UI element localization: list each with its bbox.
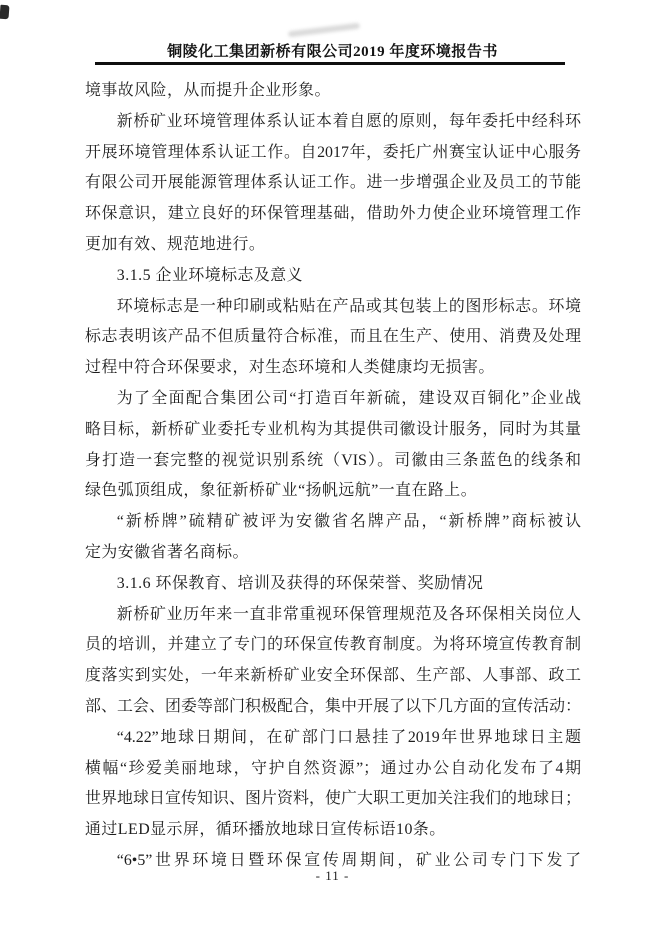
- text-line: “新桥牌”硫精矿被评为安徽省名牌产品，“新桥牌”商标被认: [116, 513, 581, 531]
- header-title: 铜陵化工集团新桥有限公司2019 年度环境报告书: [167, 44, 498, 60]
- text-line: 新桥矿业环境管理体系认证本着自愿的原则，每年委托中经科环: [116, 112, 581, 130]
- text-line: 横幅“珍爱美丽地球，守护自然资源”；通过办公自动化发布了4期: [85, 759, 581, 777]
- text-line: 新桥矿业历年来一直非常重视环保管理规范及各环保相关岗位人: [116, 605, 581, 623]
- text-line: 定为安徽省著名商标。: [85, 543, 249, 561]
- text-line: “4.22”地球日期间，在矿部门口悬挂了2019年世界地球日主题: [116, 728, 581, 746]
- text-line: 有限公司开展能源管理体系认证工作。进一步增强企业及员工的节能: [85, 174, 581, 192]
- text-line: 开展环境管理体系认证工作。自2017年，委托广州赛宝认证中心服务: [85, 143, 581, 161]
- page-number: - 11 -: [315, 868, 350, 883]
- text-line: 环境标志是一种印刷或粘贴在产品或其包装上的图形标志。环境: [116, 297, 581, 315]
- text-line: 过程中符合环保要求，对生态环境和人类健康均无损害。: [85, 359, 495, 377]
- text-line: 为了全面配合集团公司“打造百年新硫，建设双百铜化”企业战: [116, 389, 581, 407]
- text-line: 绿色弧顶组成，象征新桥矿业“扬帆远航”一直在路上。: [85, 482, 478, 500]
- text-line: 略目标，新桥矿业委托专业机构为其提供司徽设计服务，同时为其量: [85, 420, 581, 438]
- text-line: 更加有效、规范地进行。: [85, 235, 266, 253]
- header-rule: [95, 62, 565, 65]
- text-line: “6•5”世界环境日暨环保宣传周期间，矿业公司专门下发了: [116, 851, 581, 869]
- text-line: 3.1.6 环保教育、培训及获得的环保荣誉、奖励情况: [116, 574, 484, 592]
- scan-artifact-smudge: [288, 23, 360, 38]
- text-line: 标志表明该产品不但质量符合标准，而且在生产、使用、消费及处理: [85, 328, 581, 346]
- text-line: 环保意识，建立良好的环保管理基础，借助外力使企业环境管理工作: [85, 205, 581, 223]
- text-line: 3.1.5 企业环境标志及意义: [116, 266, 304, 284]
- text-line: 度落实到实处，一年来新桥矿业安全环保部、生产部、人事部、政工: [85, 667, 581, 685]
- document-body: [85, 76, 581, 877]
- text-line: 境事故风险，从而提升企业形象。: [85, 82, 331, 99]
- text-line: 身打造一套完整的视觉识别系统（VIS）。司徽由三条蓝色的线条和: [85, 451, 581, 469]
- scan-artifact-corner: [0, 5, 9, 20]
- text-line: 世界地球日宣传知识、图片资料，使广大职工更加关注我们的地球日；: [85, 790, 581, 808]
- text-line: 通过LED显示屏，循环播放地球日宣传标语10条。: [85, 821, 446, 839]
- text-line: 部、工会、团委等部门积极配合，集中开展了以下几方面的宣传活动：: [85, 697, 581, 715]
- text-line: 员的培训，并建立了专门的环保宣传教育制度。为将环境宣传教育制: [85, 636, 581, 654]
